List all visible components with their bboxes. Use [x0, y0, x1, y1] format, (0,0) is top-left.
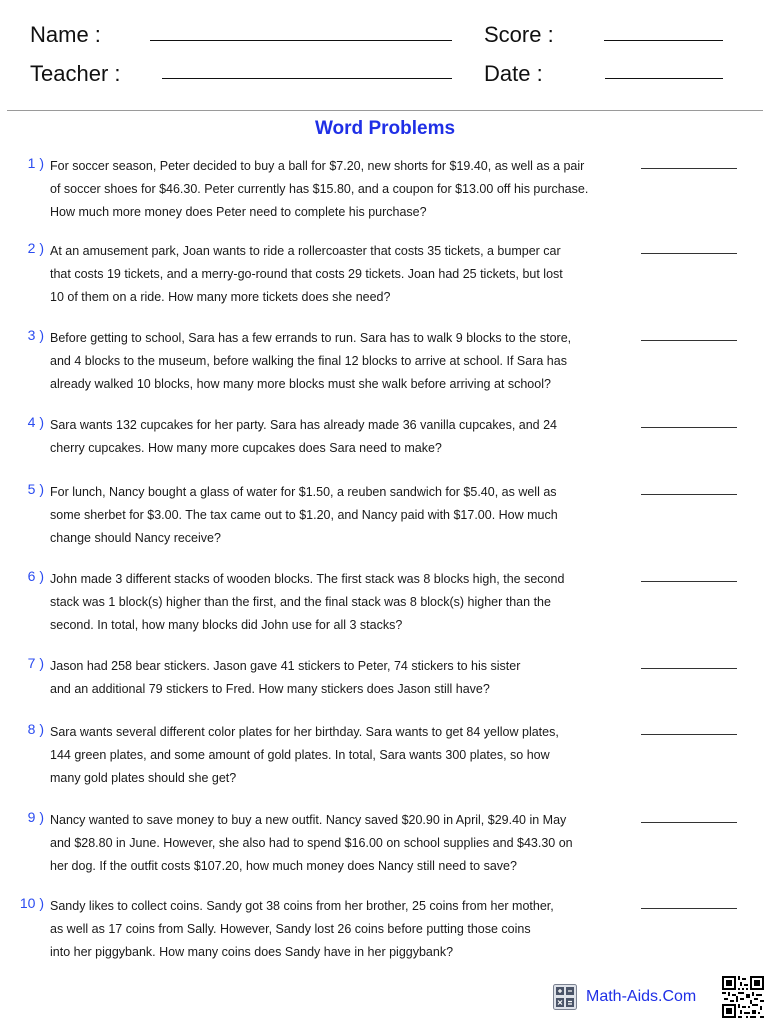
problem-number: 1 )	[27, 155, 44, 171]
answer-blank[interactable]	[641, 822, 737, 823]
problem-line: For soccer season, Peter decided to buy a ball for $7.20, new shorts for $19.40, as well as a pair	[50, 159, 585, 173]
answer-blank[interactable]	[641, 581, 737, 582]
problem-number: 5 )	[27, 481, 44, 497]
problem-line: Nancy wanted to save money to buy a new outfit. Nancy saved $20.90 in April, $29.40 in May	[50, 813, 567, 827]
answer-blank[interactable]	[641, 668, 737, 669]
problem-line: Jason had 258 bear stickers. Jason gave 41 stickers to Peter, 74 stickers to his sister	[50, 659, 521, 673]
problem-number: 7 )	[27, 655, 44, 671]
answer-blank[interactable]	[641, 253, 737, 254]
problem-line: and an additional 79 stickers to Fred. How many stickers does Jason still have?	[50, 682, 490, 696]
problem-line: Sandy likes to collect coins. Sandy got 38 coins from her brother, 25 coins from her mother,	[50, 899, 554, 913]
problem-number: 3 )	[27, 327, 44, 343]
score-label: Score :	[484, 22, 554, 47]
answer-blank[interactable]	[641, 340, 737, 341]
problem-text	[50, 655, 625, 701]
problem-line: into her piggybank. How many coins does Sandy have in her piggybank?	[50, 945, 454, 959]
answer-blank[interactable]	[641, 494, 737, 495]
problem-line: Sara wants several different color plates for her birthday. Sara wants to get 84 yellow plates,	[50, 725, 559, 739]
problem-text	[50, 481, 625, 550]
name-field[interactable]	[150, 40, 452, 41]
teacher-label: Teacher :	[30, 61, 121, 86]
calculator-icon	[553, 984, 577, 1010]
problem-text	[50, 155, 625, 224]
problem-line: 144 green plates, and some amount of gold plates. In total, Sara wants 300 plates, so how	[50, 748, 550, 762]
problem-line: many gold plates should she get?	[50, 771, 237, 785]
problem-number: 8 )	[27, 721, 44, 737]
header-divider	[7, 110, 763, 111]
problem-text	[50, 895, 625, 964]
problem-line: and 4 blocks to the museum, before walking the final 12 blocks to arrive at school. If Sara has	[50, 354, 567, 368]
problem-line: At an amusement park, Joan wants to ride a rollercoaster that costs 35 tickets, a bumper car	[50, 244, 561, 258]
problem-number: 4 )	[27, 414, 44, 430]
answer-blank[interactable]	[641, 427, 737, 428]
date-label: Date :	[484, 61, 543, 86]
problem-line: and $28.80 in June. However, she also had to spend $16.00 on school supplies and $43.30 on	[50, 836, 573, 850]
problem-text	[50, 327, 625, 396]
score-field[interactable]	[604, 40, 723, 41]
problem-number: 9 )	[27, 809, 44, 825]
problem-number: 6 )	[27, 568, 44, 584]
problem-line: For lunch, Nancy bought a glass of water for $1.50, a reuben sandwich for $5.40, as well as	[50, 485, 557, 499]
problem-text	[50, 721, 625, 790]
problem-number: 10 )	[19, 895, 44, 911]
date-field[interactable]	[605, 78, 723, 79]
problem-line: 10 of them on a ride. How many more tickets does she need?	[50, 290, 391, 304]
problem-text	[50, 240, 625, 309]
qr-code-icon	[722, 976, 764, 1018]
problem-line: stack was 1 block(s) higher than the first, and the final stack was 8 block(s) higher than the	[50, 595, 551, 609]
answer-blank[interactable]	[641, 908, 737, 909]
answer-blank[interactable]	[641, 168, 737, 169]
problem-line: change should Nancy receive?	[50, 531, 221, 545]
problem-line: that costs 19 tickets, and a merry-go-round that costs 29 tickets. Joan had 25 tickets, but lost	[50, 267, 563, 281]
worksheet-title: Word Problems	[314, 118, 456, 139]
name-label: Name :	[30, 22, 101, 47]
answer-blank[interactable]	[641, 734, 737, 735]
problem-text	[50, 809, 625, 878]
brand-link[interactable]: Math-Aids.Com	[586, 988, 697, 1005]
problem-line: her dog. If the outfit costs $107.20, how much money does Nancy still need to save?	[50, 859, 517, 873]
problem-number: 2 )	[27, 240, 44, 256]
problem-line: John made 3 different stacks of wooden blocks. The first stack was 8 blocks high, the second	[50, 572, 565, 586]
problem-line: already walked 10 blocks, how many more blocks must she walk before arriving at school?	[50, 377, 551, 391]
problem-line: second. In total, how many blocks did John use for all 3 stacks?	[50, 618, 403, 632]
teacher-field[interactable]	[162, 78, 452, 79]
problem-line: some sherbet for $3.00. The tax came out to $1.20, and Nancy paid with $17.00. How much	[50, 508, 558, 522]
problem-line: Sara wants 132 cupcakes for her party. Sara has already made 36 vanilla cupcakes, and 24	[50, 418, 558, 432]
problem-line: cherry cupcakes. How many more cupcakes does Sara need to make?	[50, 441, 442, 455]
problem-line: as well as 17 coins from Sally. However, Sandy lost 26 coins before putting those coins	[50, 922, 531, 936]
problem-text	[50, 568, 625, 637]
problem-line: How much more money does Peter need to complete his purchase?	[50, 205, 427, 219]
problem-line: of soccer shoes for $46.30. Peter currently has $15.80, and a coupon for $13.00 off his purchase.	[50, 182, 589, 196]
problem-line: Before getting to school, Sara has a few errands to run. Sara has to walk 9 blocks to the store,	[50, 331, 572, 345]
problem-text	[50, 414, 625, 460]
